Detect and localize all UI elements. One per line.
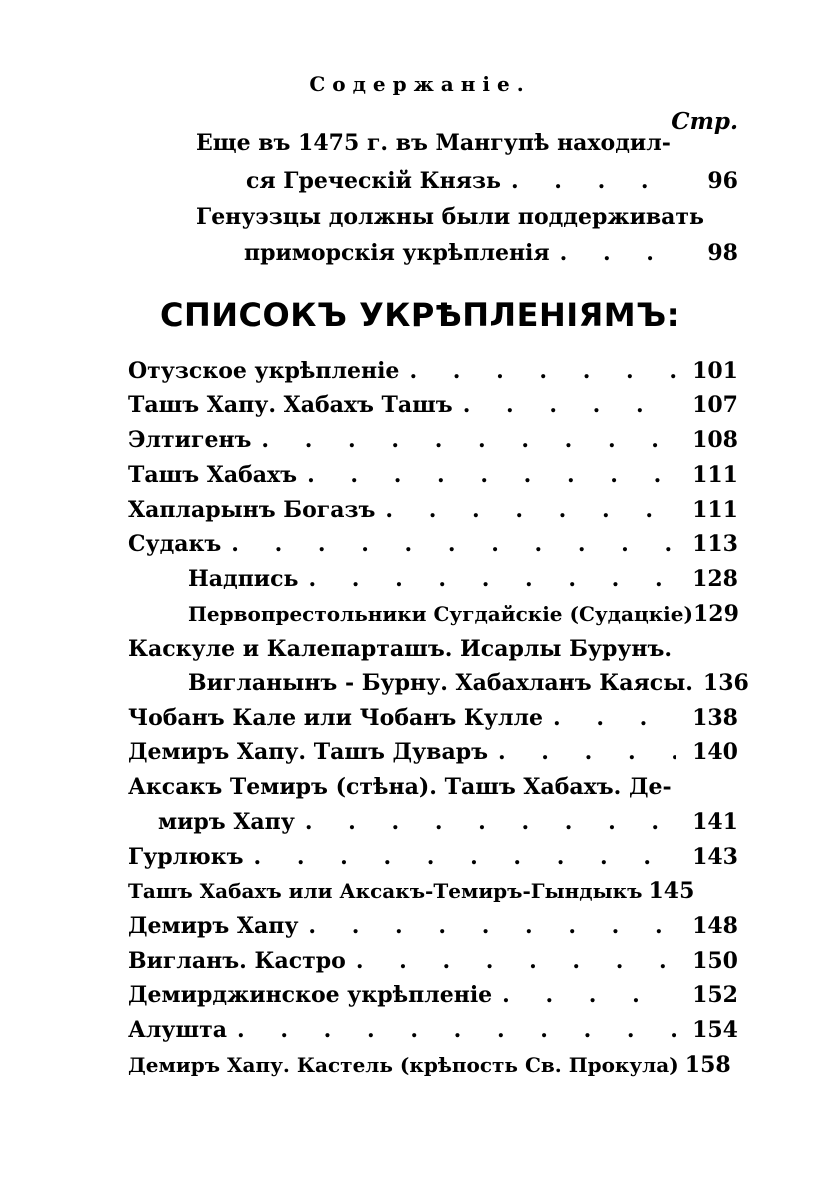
list-item-title: Ташъ Хабахъ	[128, 462, 298, 488]
list-item-page: 111	[692, 497, 738, 523]
list-item	[128, 739, 738, 773]
list-item-title: Отузское укрѣпленіе	[128, 358, 400, 384]
leader-dots	[693, 670, 703, 696]
list-item	[188, 601, 738, 635]
list-item-title: Элтигенъ	[128, 427, 252, 453]
list-item-title: Вигланъ. Кастро	[128, 948, 346, 974]
list-item-title: миръ Хапу	[158, 809, 295, 835]
leader-dots	[297, 462, 676, 488]
list-item	[128, 1017, 738, 1051]
list-item	[128, 1052, 738, 1086]
leader-dots	[492, 982, 676, 1008]
list-item-title: Ташъ Хабахъ или Аксакъ-Темиръ-Гындыкъ	[128, 879, 643, 903]
leader-dots	[227, 1017, 676, 1043]
list-item-page: 148	[692, 913, 738, 939]
leader-dots	[543, 705, 676, 731]
list-item-title: Судакъ	[128, 531, 222, 557]
list-item-page: 111	[692, 462, 738, 488]
list-item-page: 108	[692, 427, 738, 453]
list-item-title: Демиръ Хапу	[128, 913, 299, 939]
leader-dots	[251, 427, 676, 453]
list-item-title: Демирджинское укрѣпленіе	[128, 982, 493, 1008]
list-item	[128, 878, 738, 912]
contents-heading: Содержаніе.	[309, 72, 531, 96]
list-item	[128, 913, 738, 947]
list-item	[128, 948, 738, 982]
list-item-title: Демиръ Хапу. Ташъ Дуваръ	[128, 739, 488, 765]
contents-entry-1-line-2: ся Греческій Князь	[246, 168, 501, 194]
list-item	[128, 497, 738, 531]
list-item-title: Гурлюкъ	[128, 844, 244, 870]
contents-entry-2-page: 98	[707, 240, 738, 266]
leader-dots	[453, 392, 676, 418]
list-item-title: Первопрестольники Сугдайскіе (Судацкіе)	[188, 602, 693, 626]
list-item-page: 143	[692, 844, 738, 870]
list-item-title: Чобанъ Кале или Чобанъ Кулле	[128, 705, 544, 731]
list-item-page: 129	[692, 601, 739, 627]
list-item-title: Демиръ Хапу. Кастель (крѣпость Св. Прокула)	[128, 1053, 679, 1077]
list-item	[128, 358, 738, 392]
list-item-title: Каскуле и Калепарташъ. Исарлы Бурунъ.	[128, 636, 673, 662]
contents-entry-1	[246, 168, 738, 202]
list-item	[188, 566, 738, 600]
list-item	[128, 392, 738, 426]
leader-dots	[501, 168, 676, 194]
page-column-label: Стр.	[671, 108, 738, 135]
list-item	[128, 844, 738, 878]
leader-dots	[399, 358, 676, 384]
list-item	[128, 705, 738, 739]
list-item-title: Хапларынъ Богазъ	[128, 497, 376, 523]
list-item	[128, 427, 738, 461]
leader-dots	[488, 739, 676, 765]
list-item-page: 136	[702, 670, 749, 696]
list-item	[128, 462, 738, 496]
leader-dots	[244, 844, 677, 870]
leader-dots	[298, 566, 676, 592]
contents-entry-2-line-1: Генуэзцы должны были поддерживать	[196, 204, 704, 230]
leader-dots	[298, 913, 676, 939]
list-item	[128, 531, 738, 565]
list-item-page: 150	[692, 948, 738, 974]
list-item-title: Вигланынъ - Бурну. Хабахланъ Каясы.	[188, 670, 693, 696]
fortifications-list-title: СПИСОКЪ УКРѢПЛЕНІЯМЪ:	[159, 296, 680, 334]
list-item	[158, 809, 738, 843]
leader-dots	[346, 948, 676, 974]
list-item-page: 138	[692, 705, 738, 731]
leader-dots	[221, 531, 676, 557]
list-item-page: 158	[684, 1052, 731, 1078]
list-item-title: Аксакъ Темиръ (стѣна). Ташъ Хабахъ. Де-	[128, 774, 672, 800]
leader-dots	[550, 240, 676, 266]
list-item-page: 145	[648, 878, 695, 904]
contents-entry-2-line-2: приморскія укрѣпленія	[244, 240, 550, 266]
list-item-page: 141	[692, 809, 738, 835]
list-item	[128, 982, 738, 1016]
list-item-page: 113	[692, 531, 738, 557]
list-item-page: 128	[692, 566, 738, 592]
contents-entry-2	[244, 240, 738, 274]
list-item-page: 140	[692, 739, 738, 765]
list-item-title: Алушта	[128, 1017, 228, 1043]
list-item-page: 101	[692, 358, 738, 384]
list-item-title: Надпись	[188, 566, 299, 592]
contents-entry-1-page: 96	[707, 168, 738, 194]
leader-dots	[295, 809, 676, 835]
leader-dots	[375, 497, 676, 523]
list-item-page: 107	[692, 392, 738, 418]
list-item-page: 154	[692, 1017, 738, 1043]
contents-entry-1-line-1: Еще въ 1475 г. въ Мангупѣ находил-	[196, 130, 671, 156]
list-item	[188, 670, 749, 704]
list-item-page: 152	[692, 982, 738, 1008]
list-item-title: Ташъ Хапу. Хабахъ Ташъ	[128, 392, 453, 418]
